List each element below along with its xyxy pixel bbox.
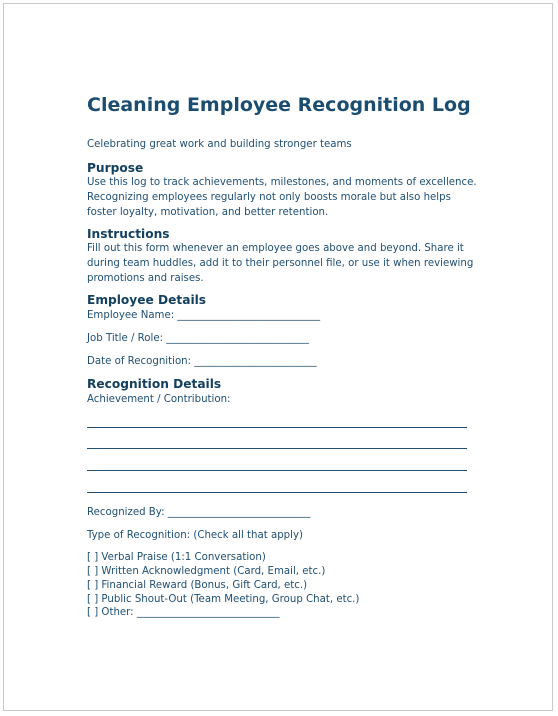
recognition-details-heading: Recognition Details (87, 377, 222, 391)
option-written-acknowledgment[interactable]: [ ] Written Acknowledgment (Card, Email, etc.) (87, 566, 326, 577)
recognized-by-field[interactable]: Recognized By: ____________________________ (87, 507, 311, 518)
purpose-body: Use this log to track achievements, milestones, and moments of excellence. Recognizing employees regularly not only boosts morale but also helps foster loyalty, motivation, and better retention. (87, 177, 477, 218)
employee-name-field[interactable]: Employee Name: ____________________________ (87, 310, 321, 321)
option-other[interactable]: [ ] Other: ____________________________ (87, 607, 280, 618)
option-verbal-praise[interactable]: [ ] Verbal Praise (1:1 Conversation) (87, 552, 266, 563)
option-financial-reward[interactable]: [ ] Financial Reward (Bonus, Gift Card, etc.) (87, 580, 308, 591)
job-title-field[interactable]: Job Title / Role: ____________________________ (87, 333, 309, 344)
employee-details-heading: Employee Details (87, 293, 207, 307)
recognition-date-field[interactable]: Date of Recognition: ________________________ (87, 356, 317, 367)
achievement-line-1[interactable] (87, 427, 467, 428)
document-title: Cleaning Employee Recognition Log (87, 94, 471, 116)
document-subtitle: Celebrating great work and building stronger teams (87, 139, 352, 150)
document-page (3, 3, 553, 711)
recognition-type-label: Type of Recognition: (Check all that apply) (87, 530, 303, 541)
instructions-body: Fill out this form whenever an employee goes above and beyond. Share it during team huddles, add it to their personnel file, or use it when reviewing promotions and raises. (87, 243, 474, 284)
purpose-heading: Purpose (87, 161, 144, 175)
option-public-shout-out[interactable]: [ ] Public Shout-Out (Team Meeting, Group Chat, etc.) (87, 594, 360, 605)
achievement-line-4[interactable] (87, 492, 467, 493)
achievement-label: Achievement / Contribution: (87, 394, 231, 405)
achievement-line-3[interactable] (87, 470, 467, 471)
instructions-heading: Instructions (87, 227, 170, 241)
achievement-line-2[interactable] (87, 448, 467, 449)
